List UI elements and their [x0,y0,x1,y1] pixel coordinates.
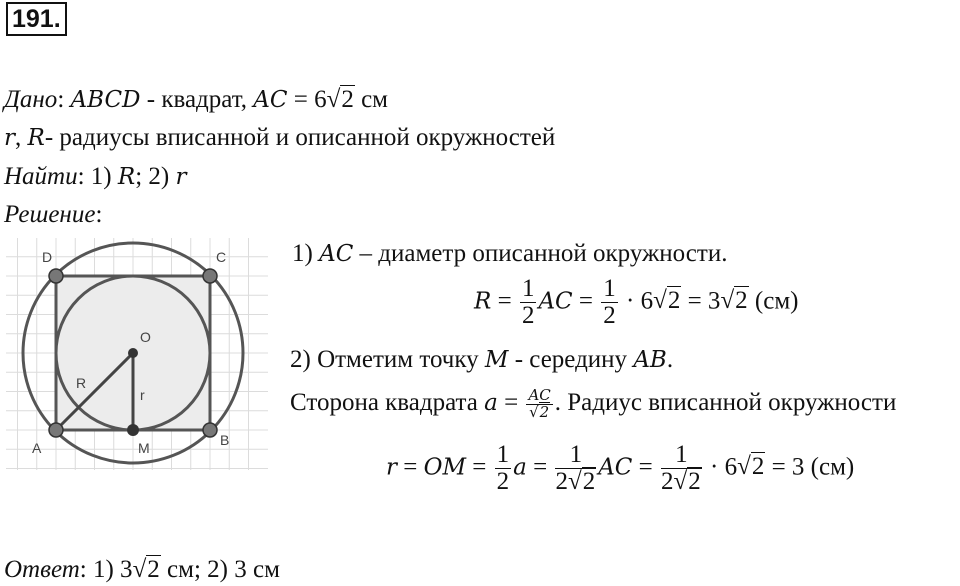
fraction-1-over-2sqrt2: $\frac{1}{2√2}$ [555,441,596,496]
step2-line: 2) Отметим точку M - середину AB. [290,346,674,373]
sqrt-sign: √2 [326,86,354,113]
label-m: M [138,440,150,456]
step1-line: 1) AC – диаметр описанной окружности. [292,240,728,267]
given-unit: см [354,86,388,113]
answer-label: Ответ [4,556,80,583]
radii-line: r, R- радиусы вписанной и описанной окружностей [4,124,556,151]
given-text: - квадрат, [140,86,254,113]
radii-R: R [27,125,45,151]
sqrt-sign: √2 [132,556,160,583]
point-a [49,423,63,437]
geometry-figure [6,238,268,470]
find-label: Найти [4,163,78,190]
label-o: O [140,329,151,345]
find-line: Найти: 1) R; 2) r [4,163,187,190]
problem-number: 191. [6,2,67,36]
find-r: r [175,164,187,190]
fraction-half: $\frac{1}{2}$ [603,275,616,330]
radii-text: - радиусы вписанной и описанной окружностей [44,124,556,151]
point-b [203,423,217,437]
fraction-half: $\frac{1}{2}$ [521,275,535,330]
find-R: R [117,164,136,190]
sqrt-sign: √2 [737,453,765,481]
label-c: C [216,249,227,265]
sqrt-sign: √2 [653,287,681,315]
point-d [49,269,63,283]
label-R: R [76,375,87,391]
given-eq: = 6 [287,86,327,113]
given-ac: AC [253,87,288,113]
point-m [127,424,139,436]
label-a: A [32,440,42,456]
fraction-1-over-2sqrt2: $\frac{1}{2√2}$ [661,441,701,496]
label-b: B [220,432,230,448]
solution-label: Решение [4,201,96,228]
solution-line: Решение: [4,201,103,228]
answer-line: Ответ: 1) 3√2 см; 2) 3 см [4,556,280,583]
label-d: D [42,249,53,265]
sqrt-sign: √2 [720,287,748,315]
given-label: Дано [4,86,58,113]
segment-ab-ref: AB [633,347,667,373]
formula-r: r = OM = $\frac{1}{2}$ a = $\frac{1}{2√2}$ AC = $\frac{1}{2√2}$ · 6√2 = 3 (см) [386,441,855,496]
formula-R: R = $\frac{1}{2}$ AC = $\frac{1}{2}$ · 6√2 = 3√2 (см) [474,275,799,330]
label-r: r [140,387,145,403]
step1-ac: AC [319,241,354,267]
radii-r: r [4,125,15,151]
fraction-half: $\frac{1}{2}$ [496,441,510,496]
side-line: Сторона квадрата a = $\frac{AC}{√2}$ . Радиус вписанной окружности [290,386,897,421]
step1-text: – диаметр описанной окружности. [353,240,728,267]
point-c [203,269,217,283]
point-m-ref: M [484,347,509,373]
fraction-ac-sqrt2: $\frac{AC}{√2}$ [528,386,551,421]
given-figure: ABCD [70,87,141,113]
given-line: Дано: ABCD - квадрат, AC = 6√2 см [4,86,388,113]
point-o [128,348,138,358]
